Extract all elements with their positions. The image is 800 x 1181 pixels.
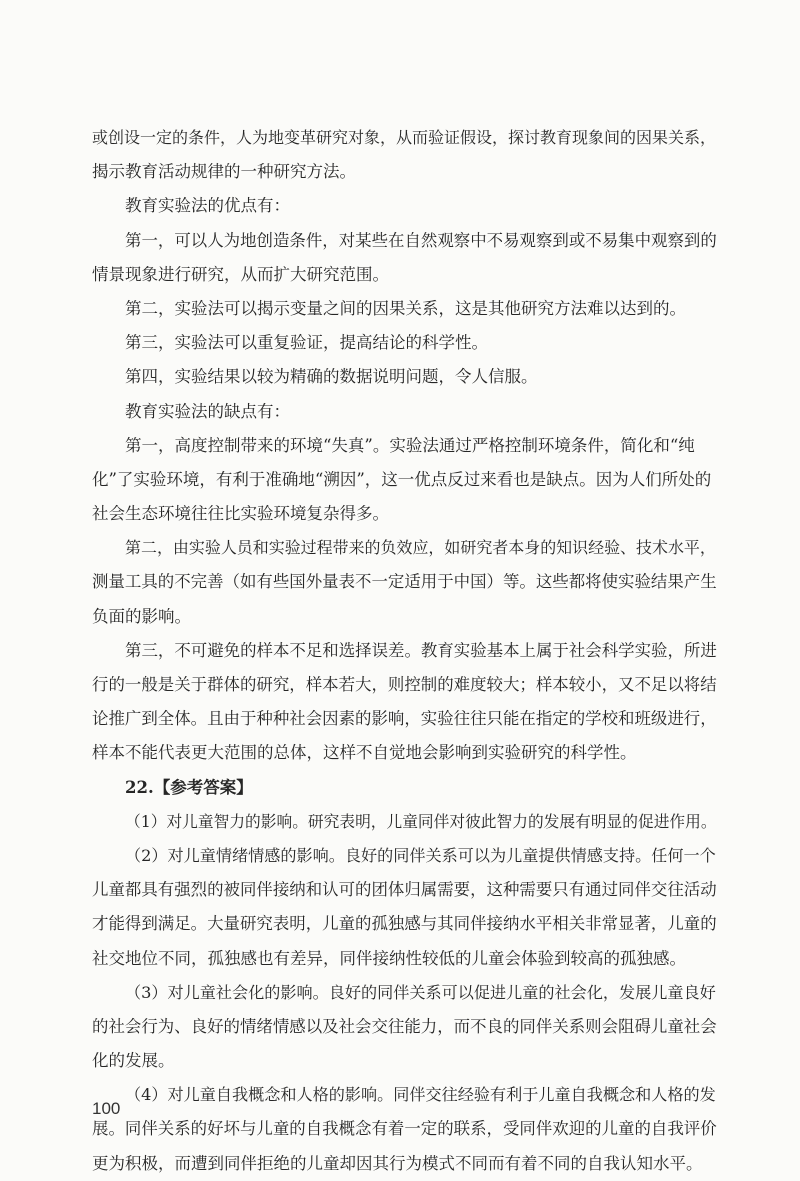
text-line: 儿童都具有强烈的被同伴接纳和认可的团体归属需要，这种需要只有通过同伴交往活动 [92, 880, 717, 900]
text-line: 论推广到全体。且由于种种社会因素的影响，实验往往只能在指定的学校和班级进行， [92, 709, 717, 729]
text-line: 教育实验法的优点有： [125, 196, 290, 216]
text-line: 教育实验法的缺点有： [125, 401, 290, 421]
body-text [92, 121, 717, 1181]
text-line: 负面的影响。 [92, 606, 191, 626]
text-line: 行的一般是关于群体的研究，样本若大，则控制的难度较大；样本较小，又不足以将结 [92, 675, 717, 694]
section-heading: 22.【参考答案】 [125, 777, 253, 797]
text-line: 揭示教育活动规律的一种研究方法。 [92, 162, 356, 182]
page-number: 100 [92, 1099, 121, 1118]
text-line: 测量工具的不完善（如有些国外量表不一定适用于中国）等。这些都将使实验结果产生 [92, 572, 717, 592]
text-line: 的社会行为、良好的情绪情感以及社会交往能力，而不良的同伴关系则会阻碍儿童社会 [92, 1016, 717, 1036]
text-line: 才能得到满足。大量研究表明，儿童的孤独感与其同伴接纳水平相关非常显著，儿童的 [92, 914, 717, 934]
text-line: 展。同伴关系的好坏与儿童的自我概念有着一定的联系，受同伴欢迎的儿童的自我评价 [92, 1119, 717, 1139]
text-line: 社交地位不同，孤独感也有差异，同伴接纳性较低的儿童会体验到较高的孤独感。 [92, 948, 686, 968]
text-line: 第一，可以人为地创造条件，对某些在自然观察中不易观察到或不易集中观察到的 [125, 230, 717, 250]
text-line: 情景现象进行研究，从而扩大研究范围。 [92, 264, 389, 284]
text-line: （4）对儿童自我概念和人格的影响。同伴交往经验有利于儿童自我概念和人格的发 [125, 1085, 716, 1105]
text-line: 社会生态环境往往比实验环境复杂得多。 [92, 504, 389, 524]
text-line: 样本不能代表更大范围的总体，这样不自觉地会影响到实验研究的科学性。 [92, 743, 637, 763]
text-line: 第三，不可避免的样本不足和选择误差。教育实验基本上属于社会科学实验，所进 [125, 640, 717, 660]
text-line: 第二，实验法可以揭示变量之间的因果关系，这是其他研究方法难以达到的。 [125, 298, 686, 318]
text-line: 更为积极，而遭到同伴拒绝的儿童却因其行为模式不同而有着不同的自我认知水平。 [92, 1153, 703, 1173]
text-line: 化的发展。 [92, 1051, 175, 1071]
text-line: 第二，由实验人员和实验过程带来的负效应，如研究者本身的知识经验、技术水平， [125, 538, 716, 558]
text-line: （1）对儿童智力的影响。研究表明，儿童同伴对彼此智力的发展有明显的促进作用。 [125, 811, 717, 831]
text-line: （3）对儿童社会化的影响。良好的同伴关系可以促进儿童的社会化，发展儿童良好 [125, 982, 716, 1002]
text-line: 或创设一定的条件，人为地变革研究对象，从而验证假设，探讨教育现象间的因果关系， [92, 128, 717, 147]
text-line: 化”了实验环境，有利于准确地“溯因”，这一优点反过来看也是缺点。因为人们所处的 [92, 469, 712, 489]
text-line: （2）对儿童情绪情感的影响。良好的同伴关系可以为儿童提供情感支持。任何一个 [125, 845, 716, 865]
text-line: 第一，高度控制带来的环境“失真”。实验法通过严格控制环境条件，简化和“纯 [125, 435, 695, 455]
text-line: 第四，实验结果以较为精确的数据说明问题，令人信服。 [125, 367, 538, 387]
text-line: 第三，实验法可以重复验证，提高结论的科学性。 [125, 333, 488, 353]
